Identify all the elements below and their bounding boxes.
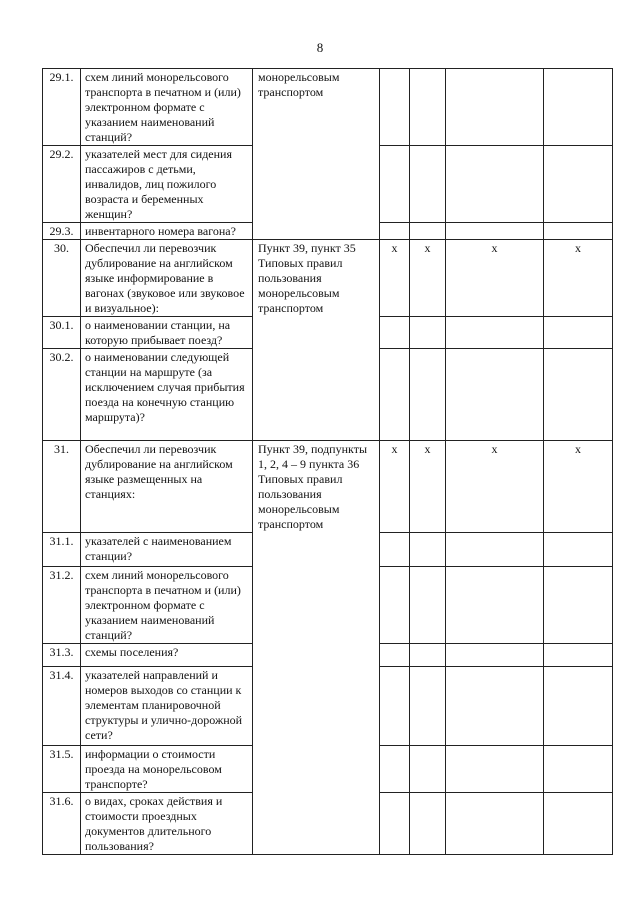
table-row	[43, 146, 613, 223]
mark-cell	[544, 666, 613, 745]
item-question: информации о стоимости проезда на монорельсовом транспорте?	[81, 745, 253, 792]
mark-cell	[380, 666, 410, 745]
item-reference: Пункт 39, подпункты 1, 2, 4 – 9 пункта 36 Типовых правил пользования монорельсовым транспортом	[253, 441, 380, 533]
table-row	[43, 69, 613, 146]
table-row	[43, 441, 613, 533]
mark-cell	[446, 223, 544, 240]
item-question: о видах, сроках действия и стоимости проездных документов длительного пользования?	[81, 792, 253, 854]
mark-cell	[446, 317, 544, 349]
item-question: схемы поселения?	[81, 643, 253, 666]
mark-cell	[446, 69, 544, 146]
item-reference: монорельсовым транспортом	[253, 69, 380, 146]
mark-cell	[410, 69, 446, 146]
page-number: 8	[316, 40, 324, 55]
checklist-table	[42, 68, 613, 855]
mark-cell	[380, 317, 410, 349]
mark-cell	[446, 745, 544, 792]
mark-cell	[380, 745, 410, 792]
mark-cell	[410, 532, 446, 566]
item-number: 29.2.	[43, 146, 81, 223]
mark-cell	[544, 792, 613, 854]
mark-cell	[410, 643, 446, 666]
item-number: 31.4.	[43, 666, 81, 745]
item-number: 31.	[43, 441, 81, 533]
item-question: Обеспечил ли перевозчик дублирование на английском языке размещенных на станциях:	[81, 441, 253, 533]
mark-cell	[446, 349, 544, 441]
item-question: схем линий монорельсового транспорта в печатном и (или) электронном формате с указанием наименований станций?	[81, 566, 253, 643]
mark-cell	[544, 566, 613, 643]
item-question: инвентарного номера вагона?	[81, 223, 253, 240]
table-row	[43, 666, 613, 745]
mark-cell	[410, 223, 446, 240]
table-row	[43, 792, 613, 854]
mark-cell	[446, 566, 544, 643]
mark-cell	[410, 317, 446, 349]
mark-cell	[544, 745, 613, 792]
item-reference	[253, 532, 380, 566]
mark-cell: x	[544, 441, 613, 533]
mark-cell	[544, 69, 613, 146]
item-reference	[253, 666, 380, 745]
table-row	[43, 643, 613, 666]
item-question: указателей мест для сидения пассажиров с детьми, инвалидов, лиц пожилого возраста и беременных женщин?	[81, 146, 253, 223]
mark-cell: x	[410, 441, 446, 533]
mark-cell: x	[446, 240, 544, 317]
item-number: 30.2.	[43, 349, 81, 441]
mark-cell	[544, 146, 613, 223]
mark-cell	[544, 317, 613, 349]
mark-cell	[446, 532, 544, 566]
mark-cell	[380, 69, 410, 146]
mark-cell	[446, 792, 544, 854]
table-row	[43, 566, 613, 643]
item-number: 31.6.	[43, 792, 81, 854]
mark-cell	[380, 643, 410, 666]
mark-cell: x	[446, 441, 544, 533]
mark-cell	[380, 349, 410, 441]
mark-cell: x	[544, 240, 613, 317]
item-question: о наименовании станции, на которую прибывает поезд?	[81, 317, 253, 349]
mark-cell	[380, 532, 410, 566]
mark-cell	[544, 532, 613, 566]
item-reference	[253, 223, 380, 240]
item-number: 29.1.	[43, 69, 81, 146]
mark-cell	[380, 146, 410, 223]
item-number: 31.1.	[43, 532, 81, 566]
mark-cell: x	[380, 240, 410, 317]
item-reference	[253, 643, 380, 666]
mark-cell	[380, 223, 410, 240]
item-reference	[253, 349, 380, 441]
item-number: 31.2.	[43, 566, 81, 643]
item-question: Обеспечил ли перевозчик дублирование на английском языке информирование в вагонах (звуковое или звуковое и визуальное):	[81, 240, 253, 317]
table-row	[43, 532, 613, 566]
mark-cell	[410, 566, 446, 643]
mark-cell	[410, 745, 446, 792]
mark-cell	[446, 146, 544, 223]
mark-cell	[410, 792, 446, 854]
mark-cell	[446, 666, 544, 745]
item-number: 29.3.	[43, 223, 81, 240]
mark-cell	[544, 349, 613, 441]
item-number: 30.	[43, 240, 81, 317]
checklist-rows	[43, 69, 613, 855]
table-row	[43, 317, 613, 349]
table-row	[43, 223, 613, 240]
table-row	[43, 745, 613, 792]
item-reference	[253, 146, 380, 223]
item-reference	[253, 792, 380, 854]
item-number: 31.3.	[43, 643, 81, 666]
mark-cell	[446, 643, 544, 666]
mark-cell: x	[380, 441, 410, 533]
item-question: о наименовании следующей станции на маршруте (за исключением случая прибытия поезда на конечную станцию маршрута)?	[81, 349, 253, 441]
item-reference	[253, 317, 380, 349]
item-reference	[253, 566, 380, 643]
item-number: 31.5.	[43, 745, 81, 792]
mark-cell	[544, 223, 613, 240]
item-question: указателей с наименованием станции?	[81, 532, 253, 566]
mark-cell	[544, 643, 613, 666]
item-reference	[253, 745, 380, 792]
item-question: указателей направлений и номеров выходов со станции к элементам планировочной структуры и улично-дорожной сети?	[81, 666, 253, 745]
table-row	[43, 349, 613, 441]
mark-cell	[410, 666, 446, 745]
mark-cell	[410, 349, 446, 441]
mark-cell: x	[410, 240, 446, 317]
mark-cell	[410, 146, 446, 223]
item-number: 30.1.	[43, 317, 81, 349]
mark-cell	[380, 792, 410, 854]
mark-cell	[380, 566, 410, 643]
item-question: схем линий монорельсового транспорта в печатном и (или) электронном формате с указанием наименований станций?	[81, 69, 253, 146]
table-row	[43, 240, 613, 317]
item-reference: Пункт 39, пункт 35 Типовых правил пользования монорельсовым транспортом	[253, 240, 380, 317]
